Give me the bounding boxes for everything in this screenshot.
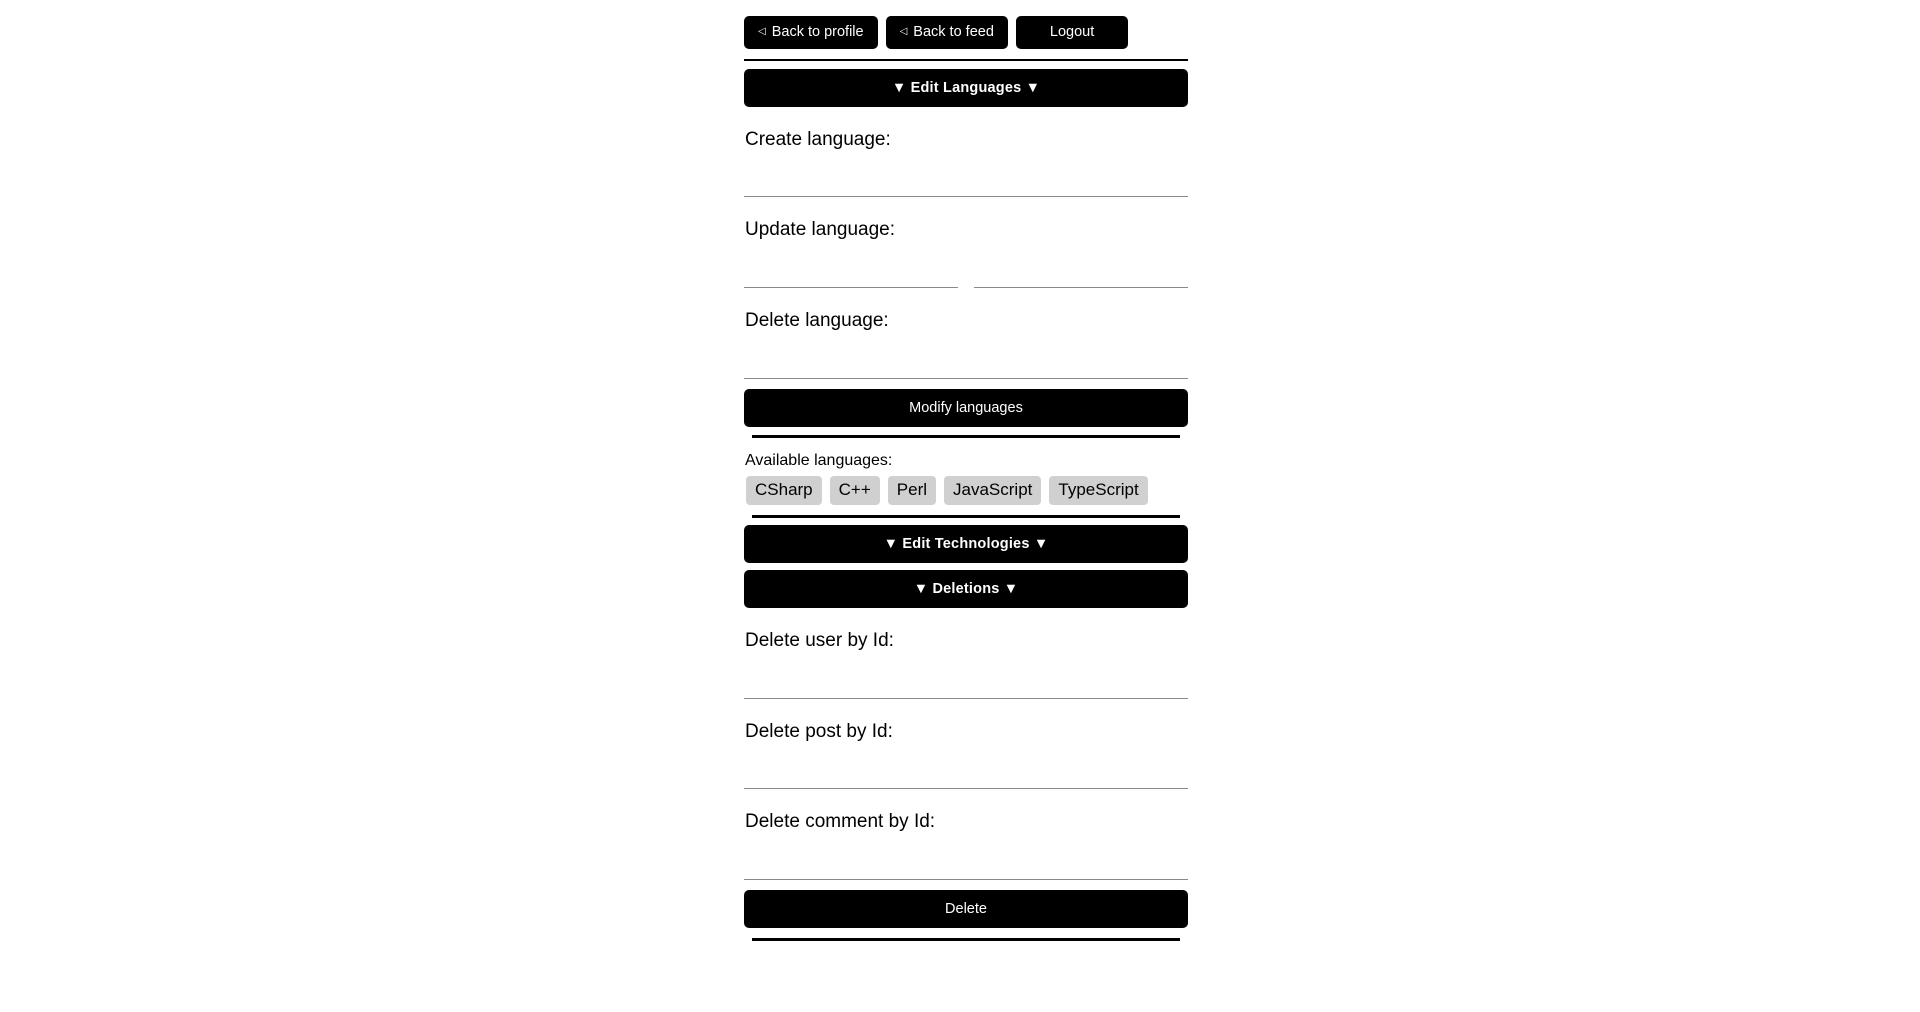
- delete-language-input[interactable]: [744, 351, 1188, 379]
- delete-comment-label: Delete comment by Id:: [745, 811, 936, 833]
- top-nav: [744, 0, 1188, 49]
- delete-comment-id-input[interactable]: [744, 852, 1188, 880]
- delete-divider: [752, 938, 1180, 941]
- update-language-label: Update language:: [745, 219, 896, 241]
- spacer: [744, 563, 1188, 570]
- delete-post-id-input[interactable]: [744, 761, 1188, 789]
- back-to-feed-label: Back to feed: [913, 24, 994, 40]
- language-chip[interactable]: JavaScript: [944, 476, 1041, 505]
- create-language-label: Create language:: [745, 128, 891, 150]
- language-chip[interactable]: Perl: [888, 476, 936, 505]
- language-chip[interactable]: TypeScript: [1049, 476, 1147, 505]
- language-chip[interactable]: C++: [830, 476, 880, 505]
- update-language-new-input[interactable]: [974, 260, 1188, 288]
- back-to-profile-button[interactable]: [744, 16, 878, 49]
- back-to-feed-button[interactable]: [886, 16, 1008, 49]
- delete-button[interactable]: Delete: [744, 890, 1188, 928]
- spacer: [744, 379, 1188, 385]
- spacer: [744, 518, 1188, 525]
- nav-divider: [744, 59, 1188, 61]
- delete-user-id-input[interactable]: [744, 671, 1188, 699]
- logout-label: Logout: [1049, 24, 1095, 40]
- modify-languages-divider: [752, 435, 1180, 438]
- delete-language-label: Delete language:: [745, 310, 889, 332]
- edit-languages-section-header[interactable]: ▼ Edit Languages ▼: [744, 69, 1188, 107]
- available-languages-list: [744, 476, 1188, 505]
- deletions-section-header[interactable]: ▼ Deletions ▼: [744, 570, 1188, 608]
- main-column: [744, 0, 1188, 941]
- update-language-old-input[interactable]: [744, 260, 958, 288]
- back-arrow-icon: ◁: [899, 26, 908, 38]
- update-language-row: [744, 260, 1188, 288]
- back-to-profile-label: Back to profile: [771, 24, 864, 40]
- create-language-input[interactable]: [744, 169, 1188, 197]
- logout-button[interactable]: [1016, 16, 1128, 49]
- edit-technologies-section-header[interactable]: ▼ Edit Technologies ▼: [744, 525, 1188, 563]
- back-arrow-icon: ◁: [758, 26, 766, 38]
- modify-languages-button[interactable]: Modify languages: [744, 389, 1188, 427]
- spacer: [744, 880, 1188, 886]
- language-chip[interactable]: CSharp: [746, 476, 822, 505]
- available-languages-label: Available languages:: [745, 451, 893, 469]
- delete-post-label: Delete post by Id:: [745, 720, 893, 742]
- delete-user-label: Delete user by Id:: [745, 629, 894, 651]
